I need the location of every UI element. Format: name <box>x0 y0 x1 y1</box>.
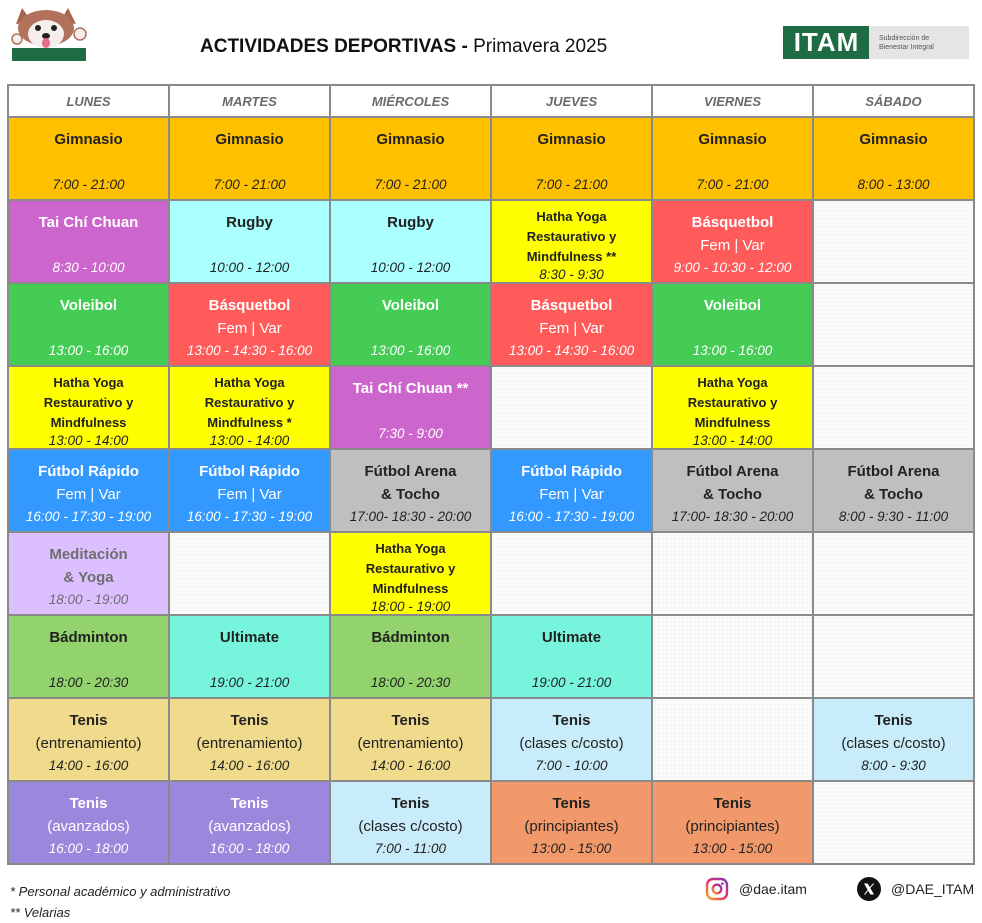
activity-name: Voleibol <box>381 296 440 314</box>
activity-content <box>173 701 326 779</box>
days-header-row <box>8 85 974 117</box>
activity-name: Tenis <box>69 794 108 812</box>
day-header-jueves: JUEVES <box>491 85 652 117</box>
activity-time: 14:00 - 16:00 <box>370 757 451 773</box>
activity-name: Gimnasio <box>54 130 123 148</box>
activity-name: Tenis <box>69 711 108 729</box>
activity-content <box>656 286 809 364</box>
activity-content <box>817 701 970 779</box>
activity-time: 13:00 - 16:00 <box>370 342 451 358</box>
activity-cell <box>330 698 491 781</box>
activity-cell <box>652 283 813 366</box>
activity-title-block <box>542 626 601 649</box>
activity-name: Voleibol <box>59 296 118 314</box>
activity-cell <box>8 449 169 532</box>
activity-content <box>495 784 648 862</box>
activity-title-block <box>387 211 434 234</box>
activity-name: Gimnasio <box>698 130 767 148</box>
activity-content <box>656 203 809 281</box>
brand-subtitle-line2: Bienestar Integral <box>879 44 934 51</box>
empty-cell <box>652 532 813 615</box>
activity-detail: (principiantes) <box>685 817 780 835</box>
activity-title-block <box>353 377 469 400</box>
activity-detail: Fem | Var <box>217 485 282 503</box>
activity-name: Gimnasio <box>537 130 606 148</box>
activity-cell <box>8 200 169 283</box>
activity-content <box>12 203 165 281</box>
activity-cell <box>8 698 169 781</box>
activity-title-block <box>519 709 623 755</box>
schedule-row <box>8 366 974 449</box>
activity-content <box>495 120 648 198</box>
schedule-row <box>8 698 974 781</box>
x-logo-icon <box>856 876 882 902</box>
activity-time: 14:00 - 16:00 <box>209 757 290 773</box>
activity-cell <box>8 117 169 200</box>
activity-cell <box>652 449 813 532</box>
activity-name: Tai Chí Chuan <box>38 213 139 231</box>
activity-name: Básquetbol <box>691 213 774 231</box>
activity-name: Ultimate <box>219 628 280 646</box>
title-main: ACTIVIDADES DEPORTIVAS - <box>200 36 468 57</box>
activity-time: 10:00 - 12:00 <box>209 259 290 275</box>
activity-title-block <box>687 460 779 506</box>
activity-title-block <box>688 373 778 433</box>
activity-time: 7:00 - 21:00 <box>52 176 125 192</box>
activity-name-line: Fútbol Arena <box>686 462 779 480</box>
empty-cell <box>813 366 974 449</box>
activity-title-block <box>38 460 139 506</box>
schedule-row <box>8 200 974 283</box>
schedule-row <box>8 117 974 200</box>
activity-content <box>173 784 326 862</box>
activity-cell <box>491 781 652 864</box>
empty-cell <box>652 615 813 698</box>
activity-name-line: Mindfulness <box>372 580 449 596</box>
activity-name-line: Restaurativo y <box>43 394 134 410</box>
activity-content <box>334 701 487 779</box>
activity-cell <box>169 615 330 698</box>
activity-time: 17:00- 18:30 - 20:00 <box>671 508 794 524</box>
empty-cell <box>169 532 330 615</box>
activity-detail: Fem | Var <box>217 319 282 337</box>
empty-cell <box>491 532 652 615</box>
activity-time: 19:00 - 21:00 <box>531 674 612 690</box>
itam-brand <box>783 26 969 59</box>
activity-title-block <box>685 792 779 838</box>
activity-name-line: Restaurativo y <box>204 394 295 410</box>
activity-content <box>12 452 165 530</box>
activity-detail: Fem | Var <box>539 485 604 503</box>
x-handle: @DAE_ITAM <box>891 881 975 897</box>
activity-content <box>334 784 487 862</box>
activity-cell <box>8 283 169 366</box>
activity-detail: (entrenamiento) <box>357 734 464 752</box>
activity-time: 16:00 - 17:30 - 19:00 <box>508 508 635 524</box>
activity-time: 7:00 - 21:00 <box>696 176 769 192</box>
activity-name-line: Hatha Yoga <box>697 374 768 390</box>
page-title <box>200 36 607 58</box>
activity-title-block <box>44 373 134 433</box>
activity-title-block <box>698 128 766 151</box>
activity-content <box>334 535 487 613</box>
activity-content <box>334 203 487 281</box>
footnote-velarias: ** Velarias <box>10 905 71 920</box>
activity-title-block <box>521 460 622 506</box>
activity-content <box>12 784 165 862</box>
activity-time: 16:00 - 18:00 <box>48 840 129 856</box>
activity-content <box>12 535 165 613</box>
day-header-viernes: VIERNES <box>652 85 813 117</box>
activity-name: Fútbol Rápido <box>38 462 139 480</box>
activity-name-line: Fútbol Arena <box>847 462 940 480</box>
activity-title-block <box>371 626 449 649</box>
activity-cell <box>813 698 974 781</box>
schedule-row <box>8 781 974 864</box>
activity-detail: (clases c/costo) <box>358 817 463 835</box>
activity-name: Tenis <box>230 794 269 812</box>
activity-content <box>495 203 648 281</box>
activity-title-block <box>848 460 940 506</box>
activity-name-line: & Tocho <box>703 485 762 503</box>
empty-cell <box>813 200 974 283</box>
activity-cell <box>491 283 652 366</box>
activity-title-block <box>199 460 300 506</box>
activity-name: Tenis <box>713 794 752 812</box>
activity-cell <box>652 200 813 283</box>
activity-name-line: Meditación <box>49 545 128 563</box>
activity-cell <box>169 117 330 200</box>
footnotes <box>10 881 230 923</box>
activity-time: 7:00 - 21:00 <box>535 176 608 192</box>
activity-title-block <box>524 792 618 838</box>
activity-time: 16:00 - 18:00 <box>209 840 290 856</box>
activity-detail: (clases c/costo) <box>519 734 624 752</box>
activity-time: 7:00 - 10:00 <box>535 757 608 773</box>
activity-name-line: Mindfulness * <box>207 414 292 430</box>
activity-name: Tenis <box>230 711 269 729</box>
activity-title-block <box>215 128 283 151</box>
activity-cell <box>169 449 330 532</box>
activity-time: 13:00 - 16:00 <box>48 342 129 358</box>
activity-time: 18:00 - 19:00 <box>48 591 129 607</box>
activity-time: 13:00 - 16:00 <box>692 342 773 358</box>
activity-time: 18:00 - 20:30 <box>48 674 129 690</box>
activity-cell <box>652 366 813 449</box>
schedule-row <box>8 449 974 532</box>
activity-cell <box>330 781 491 864</box>
activity-cell <box>491 200 652 283</box>
activity-title-block <box>197 709 303 755</box>
activity-content <box>656 369 809 447</box>
activity-title-block <box>531 294 613 340</box>
title-season: Primavera 2025 <box>473 36 608 57</box>
activity-name: Voleibol <box>703 296 762 314</box>
activity-title-block <box>208 792 291 838</box>
activity-name-line: Mindfulness ** <box>526 248 617 264</box>
empty-cell <box>813 283 974 366</box>
activity-title-block <box>47 792 130 838</box>
activity-name-line: Fútbol Arena <box>364 462 457 480</box>
activity-cell <box>330 366 491 449</box>
activity-title-block <box>841 709 945 755</box>
activity-name-line: & Tocho <box>381 485 440 503</box>
activity-time: 8:30 - 10:00 <box>52 259 125 275</box>
x-link[interactable] <box>856 876 974 902</box>
activity-detail: Fem | Var <box>56 485 121 503</box>
activity-cell <box>813 449 974 532</box>
activity-time: 7:30 - 9:00 <box>378 425 443 441</box>
activity-name: Gimnasio <box>859 130 928 148</box>
activity-title-block <box>36 709 142 755</box>
activity-name-line: Restaurativo y <box>687 394 778 410</box>
footnote-staff: * Personal académico y administrativo <box>10 884 231 899</box>
activity-name: Bádminton <box>49 628 128 646</box>
activity-detail: Fem | Var <box>539 319 604 337</box>
activity-content <box>173 369 326 447</box>
activity-content <box>334 369 487 447</box>
activity-time: 8:30 - 9:30 <box>539 266 604 282</box>
schedule-body <box>8 117 974 864</box>
instagram-link[interactable] <box>704 876 807 902</box>
schedule-row <box>8 615 974 698</box>
activity-content <box>12 618 165 696</box>
activity-time: 7:00 - 21:00 <box>213 176 286 192</box>
activity-detail: (clases c/costo) <box>841 734 946 752</box>
activity-detail: (principiantes) <box>524 817 619 835</box>
activity-title-block <box>382 294 439 317</box>
activity-title-block <box>692 211 774 257</box>
activity-name: Rugby <box>387 213 434 231</box>
activity-title-block <box>527 207 617 267</box>
activity-content <box>12 286 165 364</box>
activity-name: Básquetbol <box>530 296 613 314</box>
activity-cell <box>8 615 169 698</box>
schedule-table <box>7 84 975 865</box>
activity-detail: (avanzados) <box>47 817 130 835</box>
activity-name: Fútbol Rápido <box>521 462 622 480</box>
activity-cell <box>330 615 491 698</box>
activity-title-block <box>358 792 462 838</box>
activity-name-line: & Yoga <box>63 568 114 586</box>
activity-title-block <box>704 294 761 317</box>
activity-detail: (entrenamiento) <box>196 734 303 752</box>
activity-cell <box>8 781 169 864</box>
activity-title-block <box>859 128 927 151</box>
activity-content <box>495 701 648 779</box>
activity-content <box>173 286 326 364</box>
activity-content <box>334 452 487 530</box>
activity-detail: (avanzados) <box>208 817 291 835</box>
activity-content <box>334 286 487 364</box>
activity-time: 8:00 - 13:00 <box>857 176 930 192</box>
activity-cell <box>652 781 813 864</box>
activity-detail: Fem | Var <box>700 236 765 254</box>
empty-cell <box>813 532 974 615</box>
day-header-martes: MARTES <box>169 85 330 117</box>
activity-time: 7:00 - 11:00 <box>374 840 447 856</box>
activity-title-block <box>39 211 139 234</box>
activity-name-line: Restaurativo y <box>526 228 617 244</box>
schedule-row <box>8 283 974 366</box>
activity-name: Tenis <box>391 711 430 729</box>
activity-time: 13:00 - 15:00 <box>531 840 612 856</box>
activity-cell <box>813 117 974 200</box>
activity-name-line: Mindfulness <box>694 414 771 430</box>
activity-time: 13:00 - 14:30 - 16:00 <box>186 342 313 358</box>
activity-cell <box>169 366 330 449</box>
itam-deportes-logo <box>8 4 90 62</box>
instagram-handle: @dae.itam <box>739 881 807 897</box>
day-header-lunes: LUNES <box>8 85 169 117</box>
activity-name-line: Hatha Yoga <box>214 374 285 390</box>
itam-logo: ITAM <box>783 26 870 59</box>
empty-cell <box>813 781 974 864</box>
activity-name: Tai Chí Chuan ** <box>352 379 469 397</box>
activity-cell <box>330 200 491 283</box>
empty-cell <box>813 615 974 698</box>
activity-title-block <box>60 294 117 317</box>
activity-content <box>173 120 326 198</box>
activity-content <box>495 286 648 364</box>
activity-time: 13:00 - 14:00 <box>209 432 290 448</box>
activity-time: 17:00- 18:30 - 20:00 <box>349 508 472 524</box>
activity-cell <box>8 532 169 615</box>
activity-title-block <box>54 128 122 151</box>
activity-name-line: Hatha Yoga <box>53 374 124 390</box>
activity-time: 14:00 - 16:00 <box>48 757 129 773</box>
activity-time: 13:00 - 14:00 <box>48 432 129 448</box>
activity-cell <box>169 200 330 283</box>
activity-time: 13:00 - 14:00 <box>692 432 773 448</box>
activity-title-block <box>209 294 291 340</box>
brand-subtitle-line1: Subdirección de <box>879 35 930 42</box>
activity-cell <box>169 698 330 781</box>
activity-detail: (entrenamiento) <box>35 734 142 752</box>
activity-content <box>334 120 487 198</box>
activity-cell <box>330 283 491 366</box>
activity-cell <box>491 117 652 200</box>
activity-cell <box>330 532 491 615</box>
activity-content <box>817 452 970 530</box>
activity-content <box>495 452 648 530</box>
activity-name-line: Hatha Yoga <box>375 540 446 556</box>
activity-content <box>12 369 165 447</box>
activity-name: Tenis <box>874 711 913 729</box>
instagram-icon <box>704 876 730 902</box>
activity-title-block <box>226 211 273 234</box>
activity-title-block <box>49 543 127 589</box>
activity-title-block <box>537 128 605 151</box>
activity-title-block <box>49 626 127 649</box>
activity-content <box>817 120 970 198</box>
activity-content <box>656 784 809 862</box>
activity-time: 19:00 - 21:00 <box>209 674 290 690</box>
activity-time: 16:00 - 17:30 - 19:00 <box>186 508 313 524</box>
activity-name-line: Restaurativo y <box>365 560 456 576</box>
activity-time: 18:00 - 19:00 <box>370 598 451 614</box>
activity-time: 8:00 - 9:30 - 11:00 <box>838 508 949 524</box>
activity-time: 7:00 - 21:00 <box>374 176 447 192</box>
activity-time: 13:00 - 14:30 - 16:00 <box>508 342 635 358</box>
activity-title-block <box>366 539 456 599</box>
activity-content <box>656 452 809 530</box>
activity-name-line: Hatha Yoga <box>536 208 607 224</box>
activity-title-block <box>205 373 295 433</box>
activity-name: Tenis <box>552 794 591 812</box>
activity-name: Gimnasio <box>215 130 284 148</box>
activity-content <box>12 120 165 198</box>
activity-title-block <box>365 460 457 506</box>
activity-cell <box>8 366 169 449</box>
activity-content <box>495 618 648 696</box>
activity-cell <box>169 283 330 366</box>
activity-content <box>656 120 809 198</box>
empty-cell <box>652 698 813 781</box>
activity-title-block <box>358 709 464 755</box>
activity-cell <box>652 117 813 200</box>
activity-time: 13:00 - 15:00 <box>692 840 773 856</box>
activity-cell <box>330 117 491 200</box>
activity-name-line: & Tocho <box>864 485 923 503</box>
activity-name: Tenis <box>391 794 430 812</box>
activity-time: 10:00 - 12:00 <box>370 259 451 275</box>
activity-cell <box>491 615 652 698</box>
schedule-row <box>8 532 974 615</box>
activity-name: Tenis <box>552 711 591 729</box>
activity-content <box>173 618 326 696</box>
activity-title-block <box>376 128 444 151</box>
activity-cell <box>491 698 652 781</box>
activity-name-line: Mindfulness <box>50 414 127 430</box>
activity-time: 9:00 - 10:30 - 12:00 <box>673 259 792 275</box>
activity-content <box>173 203 326 281</box>
activity-time: 8:00 - 9:30 <box>861 757 926 773</box>
activity-name: Bádminton <box>371 628 450 646</box>
activity-content <box>173 452 326 530</box>
activity-cell <box>169 781 330 864</box>
activity-cell <box>330 449 491 532</box>
day-header-miercoles: MIÉRCOLES <box>330 85 491 117</box>
brand-subtitle <box>869 26 969 59</box>
activity-name: Rugby <box>226 213 273 231</box>
activity-name: Fútbol Rápido <box>199 462 300 480</box>
activity-time: 16:00 - 17:30 - 19:00 <box>25 508 152 524</box>
activity-title-block <box>220 626 279 649</box>
activity-name: Ultimate <box>541 628 602 646</box>
activity-name: Gimnasio <box>376 130 445 148</box>
activity-name: Básquetbol <box>208 296 291 314</box>
day-header-sabado: SÁBADO <box>813 85 974 117</box>
activity-time: 18:00 - 20:30 <box>370 674 451 690</box>
activity-cell <box>491 449 652 532</box>
activity-content <box>12 701 165 779</box>
empty-cell <box>491 366 652 449</box>
activity-content <box>334 618 487 696</box>
